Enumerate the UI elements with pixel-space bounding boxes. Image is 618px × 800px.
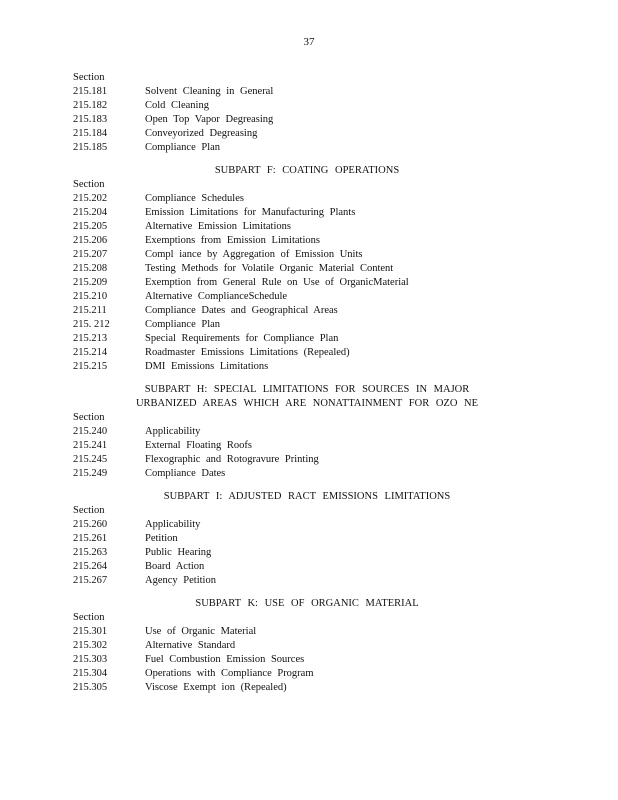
subpart-heading-line: URBANIZED AREAS WHICH ARE NONATTAINMENT FOR OZO NE <box>135 398 479 409</box>
section-entry <box>73 318 573 332</box>
section-entry <box>73 262 573 276</box>
section-number: 215.207 <box>73 249 108 260</box>
section-entry <box>73 360 573 374</box>
section-number: 215.208 <box>73 263 108 274</box>
section-title: Compliance Dates and Geographical Areas <box>145 305 338 316</box>
section-title: Compliance Plan <box>145 142 221 153</box>
section-entry <box>73 234 573 248</box>
section-entry <box>73 276 573 290</box>
section-entry <box>73 467 573 481</box>
table-of-contents <box>73 71 573 695</box>
section-title: Exemptions from Emission Limitations <box>145 235 320 246</box>
section-number: 215.260 <box>73 519 108 530</box>
section-title: Conveyorized Degreasing <box>145 128 258 139</box>
section-title: Special Requirements for Compliance Plan <box>145 333 339 344</box>
section-title: Roadmaster Emissions Limitations (Repealed) <box>145 347 350 358</box>
section-entry <box>73 681 573 695</box>
section-number: 215.213 <box>73 333 108 344</box>
section-entry <box>73 532 573 546</box>
section-entry <box>73 518 573 532</box>
section-title: Fuel Combustion Emission Sources <box>145 654 305 665</box>
section-number: 215.240 <box>73 426 108 437</box>
section-number: 215.182 <box>73 100 108 111</box>
section-number: 215.302 <box>73 640 108 651</box>
section-number: 215.185 <box>73 142 108 153</box>
subpart-heading <box>73 597 541 611</box>
section-entry <box>73 113 573 127</box>
section-title: Emission Limitations for Manufacturing Plants <box>145 207 356 218</box>
section-entry <box>73 346 573 360</box>
section-column-label: Section <box>73 612 105 623</box>
section-column-label: Section <box>73 72 105 83</box>
section-block <box>73 490 573 588</box>
section-number: 215.249 <box>73 468 108 479</box>
section-entry <box>73 453 573 467</box>
subpart-heading <box>73 164 541 178</box>
section-number: 215.305 <box>73 682 108 693</box>
subpart-heading-line: SUBPART K: USE OF ORGANIC MATERIAL <box>195 598 419 609</box>
section-title: Compliance Schedules <box>145 193 244 204</box>
subpart-heading-line: SUBPART F: COATING OPERATIONS <box>214 165 400 176</box>
section-number: 215.209 <box>73 277 108 288</box>
section-title: Alternative Emission Limitations <box>145 221 291 232</box>
section-entry <box>73 304 573 318</box>
section-entry <box>73 560 573 574</box>
section-entry <box>73 332 573 346</box>
section-number: 215.205 <box>73 221 108 232</box>
subpart-heading-line: SUBPART I: ADJUSTED RACT EMISSIONS LIMITATIONS <box>163 491 451 502</box>
section-number: 215.214 <box>73 347 108 358</box>
section-column-label: Section <box>73 505 105 516</box>
section-number: 215.183 <box>73 114 108 125</box>
section-title: Testing Methods for Volatile Organic Material Content <box>145 263 394 274</box>
section-number: 215.304 <box>73 668 108 679</box>
subpart-heading <box>73 383 541 411</box>
section-title: Compl iance by Aggregation of Emission Units <box>145 249 363 260</box>
page-number: 37 <box>303 36 315 48</box>
section-entry <box>73 127 573 141</box>
section-title: Applicability <box>145 426 201 437</box>
section-block <box>73 383 573 481</box>
section-number: 215.181 <box>73 86 108 97</box>
section-title: Public Hearing <box>145 547 212 558</box>
section-entry <box>73 248 573 262</box>
section-block <box>73 71 573 155</box>
section-title: Use of Organic Material <box>145 626 257 637</box>
section-number: 215.215 <box>73 361 108 372</box>
section-entry <box>73 625 573 639</box>
section-column-label: Section <box>73 179 105 190</box>
section-title: DMI Emissions Limitations <box>145 361 269 372</box>
section-number: 215.211 <box>73 305 107 316</box>
section-title: Cold Cleaning <box>145 100 209 111</box>
section-entry <box>73 290 573 304</box>
section-number: 215.184 <box>73 128 108 139</box>
section-block <box>73 597 573 695</box>
section-title: Agency Petition <box>145 575 216 586</box>
section-entry <box>73 206 573 220</box>
section-title: Open Top Vapor Degreasing <box>145 114 274 125</box>
section-title: Exemption from General Rule on Use of OrganicMaterial <box>145 277 409 288</box>
section-title: Alternative ComplianceSchedule <box>145 291 288 302</box>
section-title: Compliance Plan <box>145 319 221 330</box>
section-column-label: Section <box>73 412 105 423</box>
section-number: 215.264 <box>73 561 108 572</box>
section-entry <box>73 439 573 453</box>
section-entry <box>73 653 573 667</box>
section-entry <box>73 667 573 681</box>
section-title: Board Action <box>145 561 205 572</box>
section-title: Viscose Exempt ion (Repealed) <box>145 682 287 693</box>
section-title: Operations with Compliance Program <box>145 668 314 679</box>
section-title: Flexographic and Rotogravure Printing <box>145 454 319 465</box>
section-entry <box>73 141 573 155</box>
section-number: 215.204 <box>73 207 108 218</box>
section-number: 215.261 <box>73 533 108 544</box>
section-number: 215.301 <box>73 626 108 637</box>
section-number: 215.206 <box>73 235 108 246</box>
section-entry <box>73 99 573 113</box>
section-title: Compliance Dates <box>145 468 226 479</box>
section-entry <box>73 425 573 439</box>
section-entry <box>73 639 573 653</box>
section-number: 215.263 <box>73 547 108 558</box>
section-title: Applicability <box>145 519 201 530</box>
section-number: 215.303 <box>73 654 108 665</box>
section-number: 215.245 <box>73 454 108 465</box>
section-number: 215.210 <box>73 291 108 302</box>
section-entry <box>73 546 573 560</box>
section-number: 215.267 <box>73 575 108 586</box>
section-entry <box>73 574 573 588</box>
section-number: 215.241 <box>73 440 108 451</box>
subpart-heading-line: SUBPART H: SPECIAL LIMITATIONS FOR SOURCES IN MAJOR <box>144 384 470 395</box>
section-entry <box>73 192 573 206</box>
section-number: 215.202 <box>73 193 108 204</box>
subpart-heading <box>73 490 541 504</box>
section-title: Petition <box>145 533 178 544</box>
section-entry <box>73 220 573 234</box>
section-entry <box>73 85 573 99</box>
section-title: Alternative Standard <box>145 640 236 651</box>
section-title: External Floating Roofs <box>145 440 252 451</box>
section-number: 215. 212 <box>73 319 110 330</box>
section-block <box>73 164 573 374</box>
section-title: Solvent Cleaning in General <box>145 86 274 97</box>
